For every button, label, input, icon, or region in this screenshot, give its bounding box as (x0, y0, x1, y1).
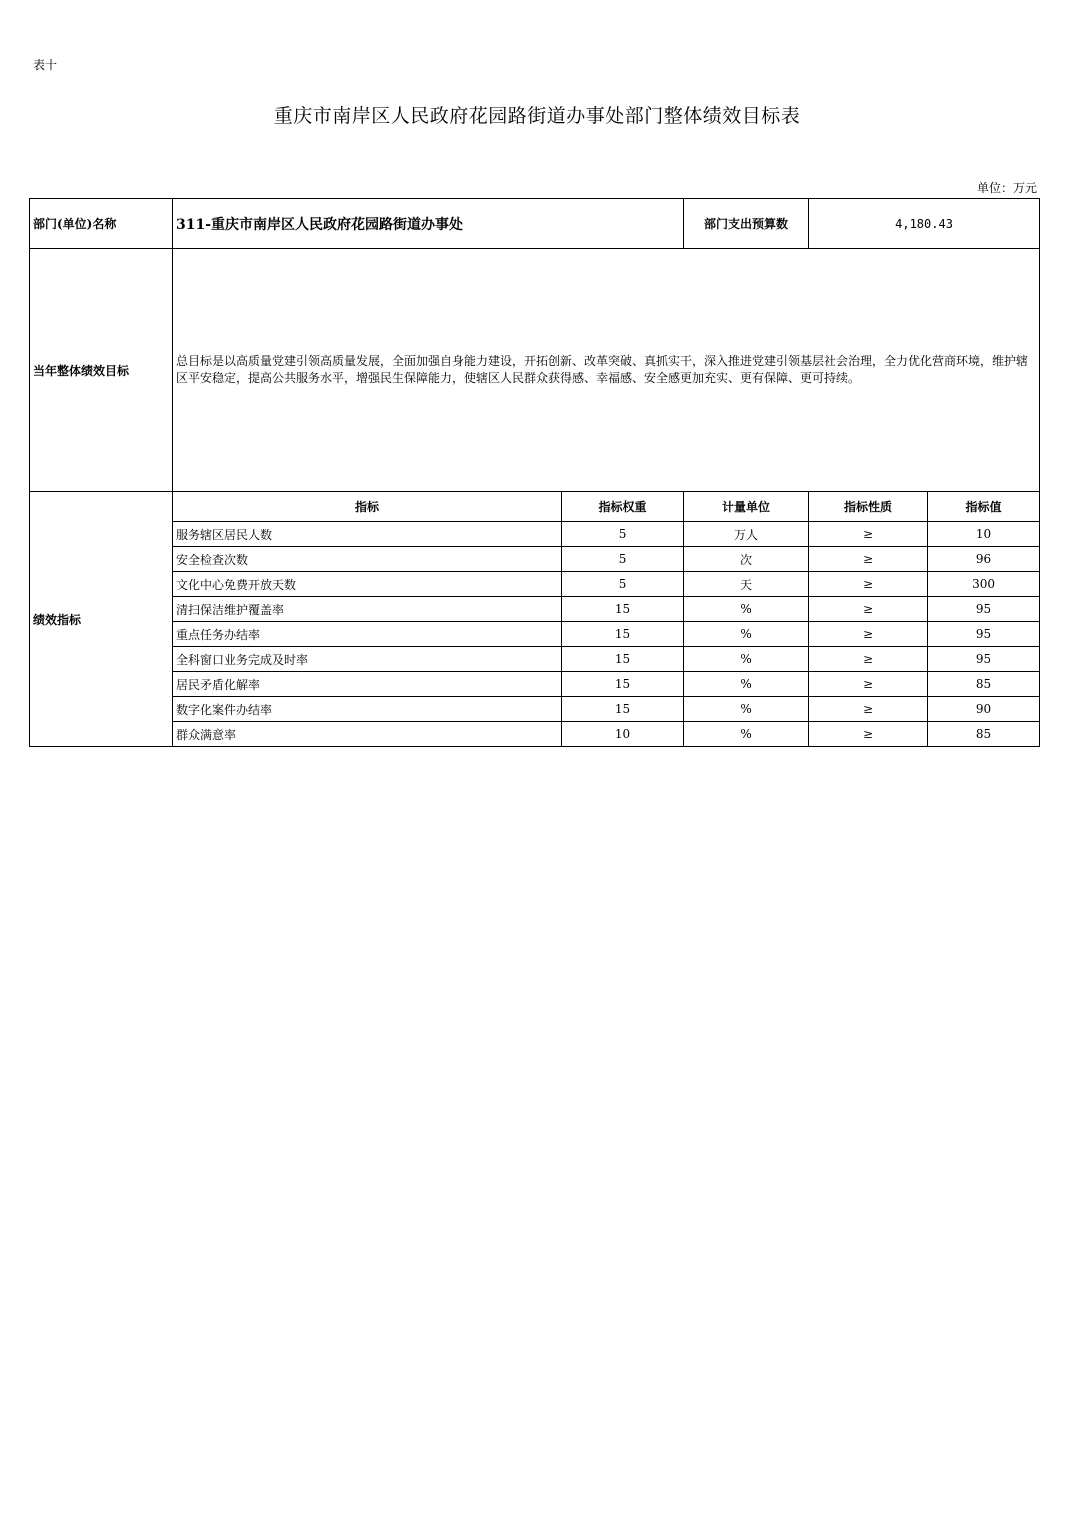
table-row (30, 522, 1040, 547)
indicator-nature: ≥ (809, 522, 928, 547)
indicator-nature: ≥ (809, 572, 928, 597)
indicators-label: 绩效指标 (30, 492, 173, 747)
goal-text: 总目标是以高质量党建引领高质量发展，全面加强自身能力建设，开拓创新、改革突破、真抓实干，深入推进党建引领基层社会治理，全力优化营商环境，维护辖区平安稳定，提高公共服务水平，增强民生保障能力，使辖区人民群众获得感、幸福感、安全感更加充实、更有保障、更可持续。 (173, 249, 1040, 492)
indicator-name: 服务辖区居民人数 (173, 522, 562, 547)
indicator-name: 居民矛盾化解率 (173, 672, 562, 697)
indicator-weight: 5 (562, 572, 684, 597)
indicator-value: 300 (928, 572, 1040, 597)
indicator-name: 清扫保洁维护覆盖率 (173, 597, 562, 622)
indicator-weight: 15 (562, 597, 684, 622)
indicator-nature: ≥ (809, 697, 928, 722)
indicator-weight: 5 (562, 522, 684, 547)
indicator-weight: 15 (562, 672, 684, 697)
indicator-value: 85 (928, 672, 1040, 697)
table-row (30, 622, 1040, 647)
indicator-value: 95 (928, 647, 1040, 672)
indicator-nature: ≥ (809, 597, 928, 622)
col-header-unit: 计量单位 (684, 492, 809, 522)
indicator-name: 数字化案件办结率 (173, 697, 562, 722)
col-header-weight: 指标权重 (562, 492, 684, 522)
indicator-unit: % (684, 647, 809, 672)
indicator-weight: 15 (562, 697, 684, 722)
table-row (30, 547, 1040, 572)
indicator-name: 全科窗口业务完成及时率 (173, 647, 562, 672)
indicator-weight: 15 (562, 622, 684, 647)
indicator-value: 85 (928, 722, 1040, 747)
indicator-unit: % (684, 597, 809, 622)
dept-label: 部门(单位)名称 (30, 199, 173, 249)
goal-label: 当年整体绩效目标 (30, 249, 173, 492)
table-row (30, 647, 1040, 672)
goal-row (30, 249, 1040, 492)
indicator-unit: % (684, 722, 809, 747)
col-header-indicator: 指标 (173, 492, 562, 522)
indicator-value: 96 (928, 547, 1040, 572)
budget-label: 部门支出预算数 (684, 199, 809, 249)
indicator-weight: 15 (562, 647, 684, 672)
indicator-weight: 10 (562, 722, 684, 747)
indicator-unit: % (684, 672, 809, 697)
indicator-name: 重点任务办结率 (173, 622, 562, 647)
table-row (30, 572, 1040, 597)
table-row (30, 722, 1040, 747)
table-row (30, 672, 1040, 697)
indicator-nature: ≥ (809, 622, 928, 647)
table-row (30, 597, 1040, 622)
department-row (30, 199, 1040, 249)
indicator-unit: 万人 (684, 522, 809, 547)
indicator-unit: % (684, 622, 809, 647)
unit-note: 单位：万元 (976, 181, 1037, 195)
indicator-value: 10 (928, 522, 1040, 547)
table-row (30, 697, 1040, 722)
col-header-value: 指标值 (928, 492, 1040, 522)
indicator-name: 文化中心免费开放天数 (173, 572, 562, 597)
indicator-nature: ≥ (809, 647, 928, 672)
page-title: 重庆市南岸区人民政府花园路街道办事处部门整体绩效目标表 (273, 105, 801, 127)
indicator-header-row (30, 492, 1040, 522)
table-number-label: 表十 (33, 58, 58, 72)
indicator-value: 90 (928, 697, 1040, 722)
indicator-weight: 5 (562, 547, 684, 572)
indicator-unit: 次 (684, 547, 809, 572)
indicator-nature: ≥ (809, 547, 928, 572)
dept-name: 311-重庆市南岸区人民政府花园路街道办事处 (173, 199, 684, 249)
indicator-value: 95 (928, 622, 1040, 647)
indicator-name: 安全检查次数 (173, 547, 562, 572)
indicator-unit: 天 (684, 572, 809, 597)
indicator-value: 95 (928, 597, 1040, 622)
performance-target-table (29, 198, 1040, 747)
indicator-unit: % (684, 697, 809, 722)
col-header-nature: 指标性质 (809, 492, 928, 522)
indicator-nature: ≥ (809, 722, 928, 747)
indicator-nature: ≥ (809, 672, 928, 697)
indicator-name: 群众满意率 (173, 722, 562, 747)
budget-value: 4,180.43 (809, 199, 1040, 249)
